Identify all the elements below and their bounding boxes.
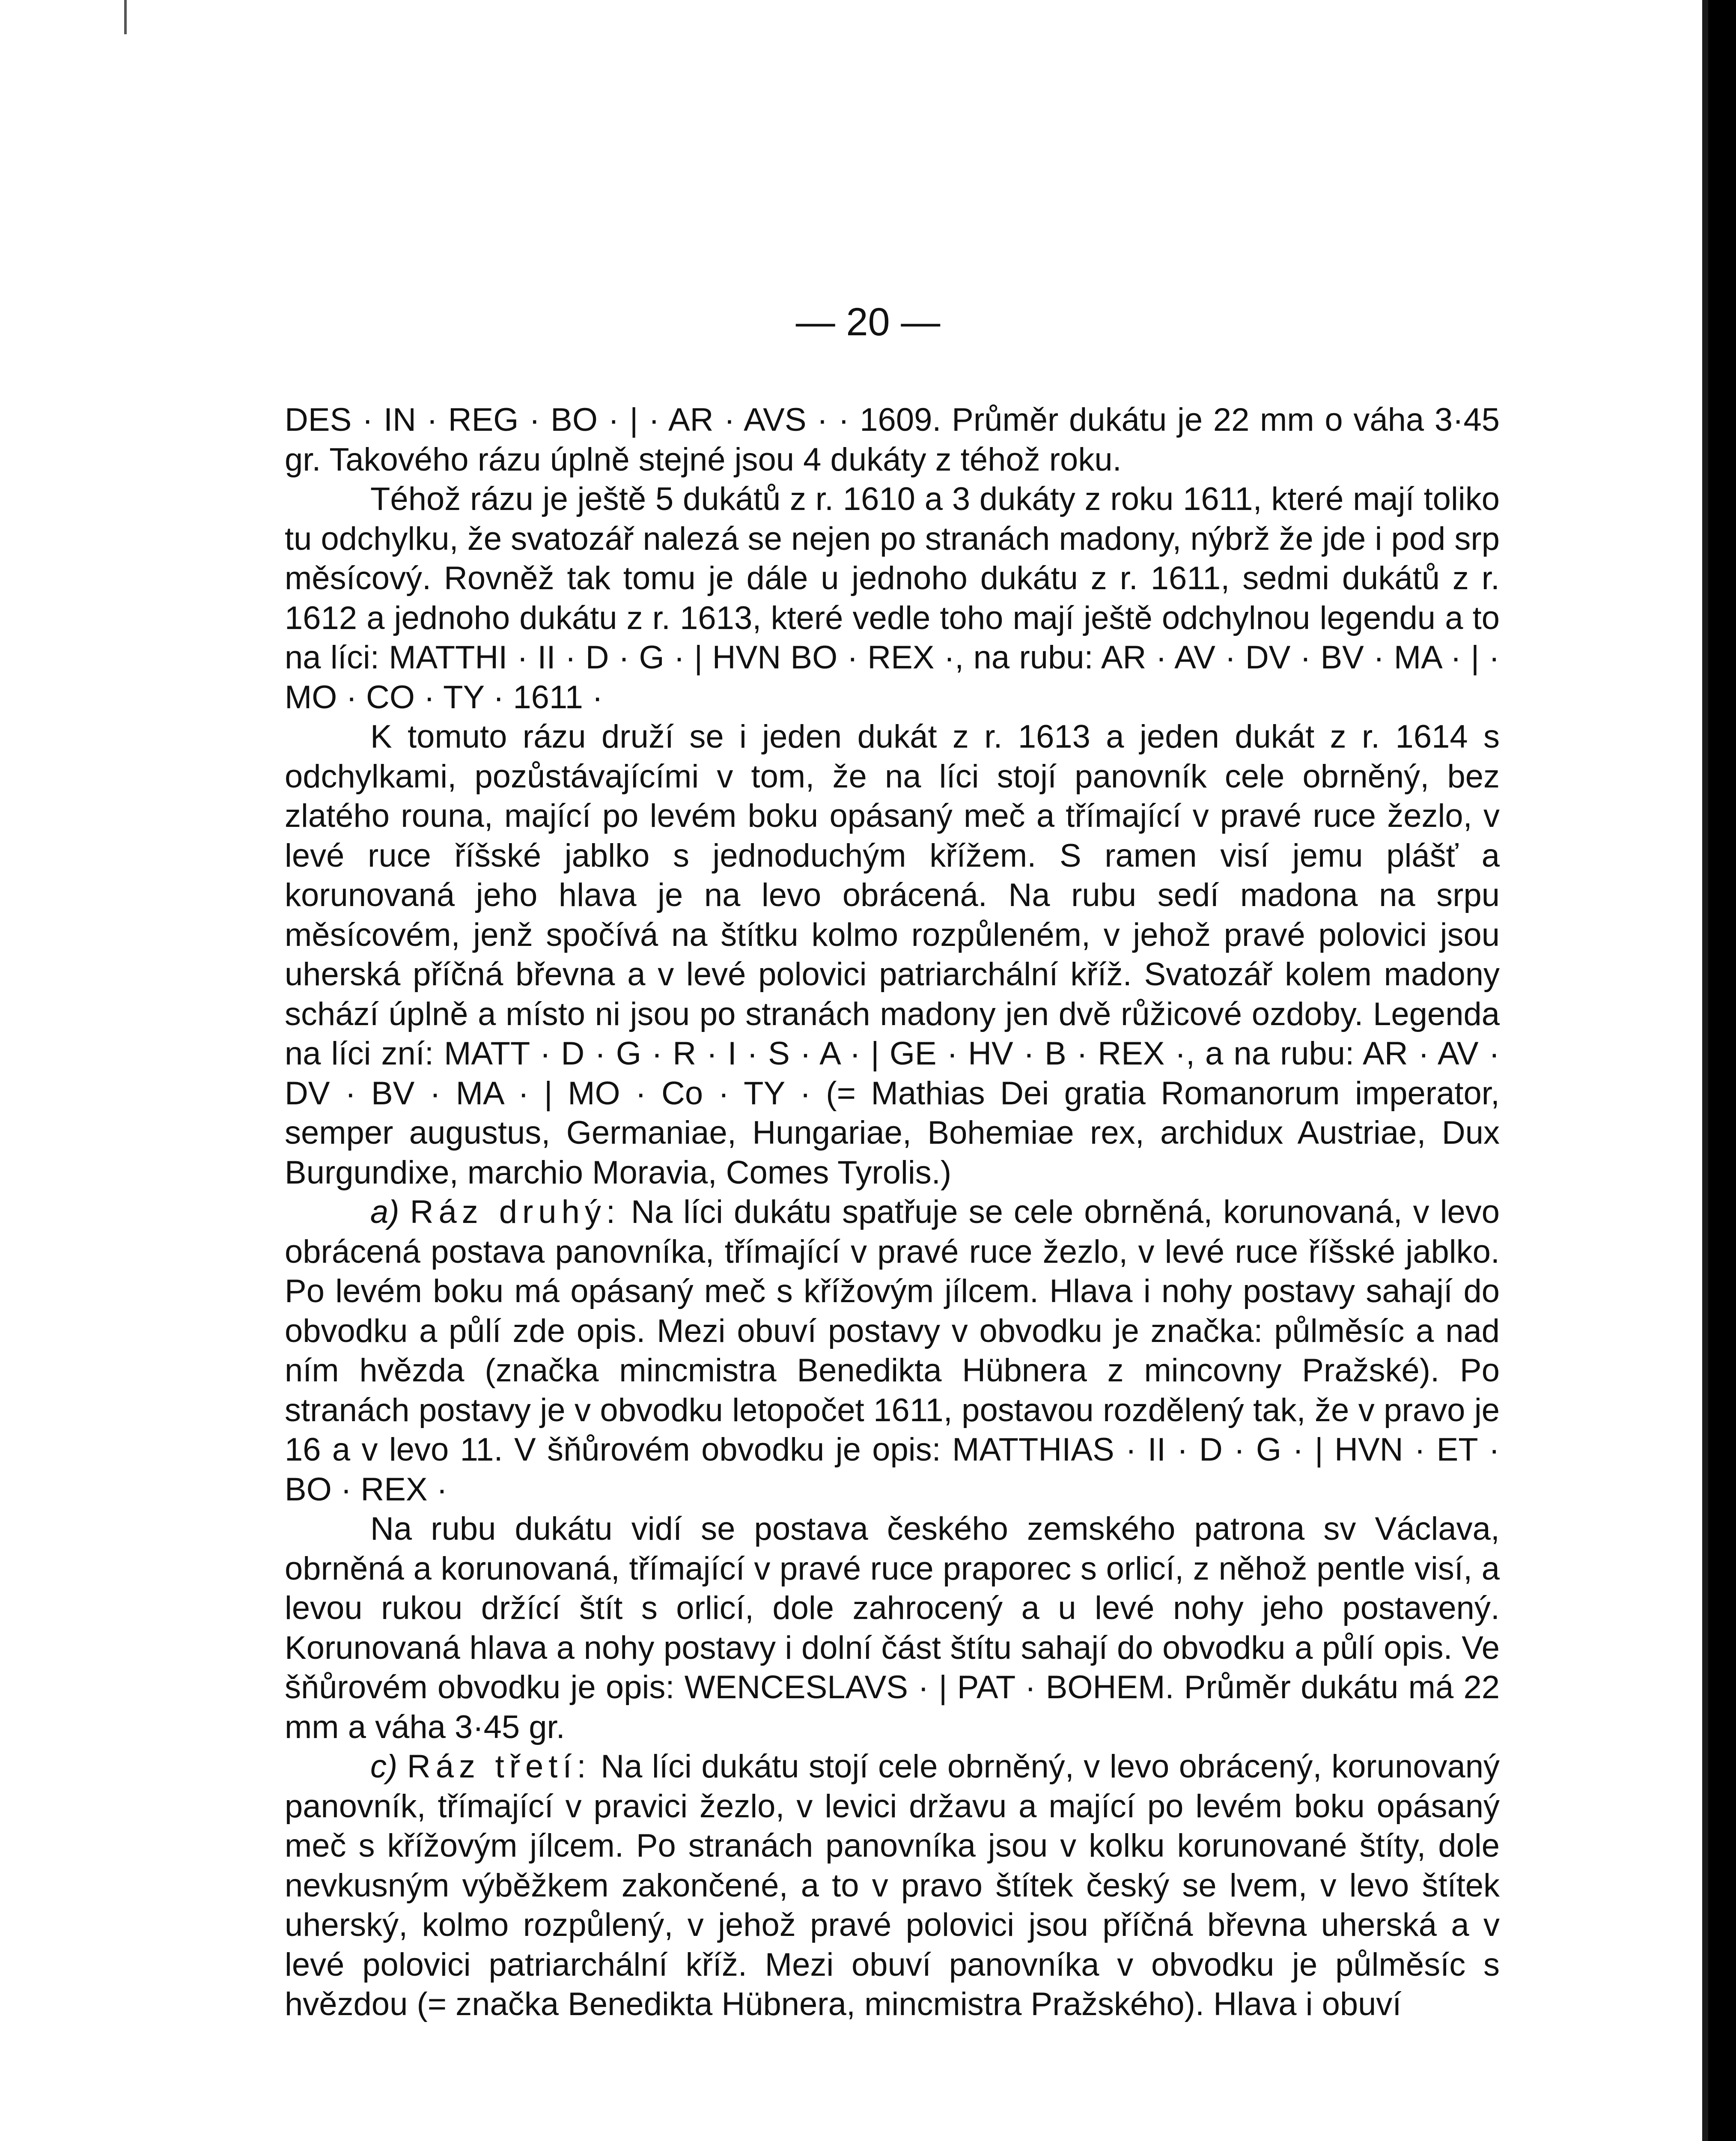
paragraph-4-text: Na líci dukátu spatřuje se cele obrněná, korunovaná, v levo obrácená postava panovníka, třímající v pravé ruce žezlo, v levé ruce říšské jablko. Po levém boku má opásaný meč s křížovým jílcem. Hlava i nohy postavy sahají do obvodku a půlí zde opis. Mezi obuví postavy v obvodku je značka: půlměsíc a nad ním hvězda (značka mincmistra Benedikta Hübnera z mincovny Pražské). Po stranách postavy je v obvodku letopočet 1611, postavou rozdělený tak, že v pravo je 16 a v levo 11. V šňůrovém obvodku je opis: MATTHIAS · II · D · G · | HVN · ET · BO · REX · bbox=[285, 1194, 1500, 1508]
paragraph-6 bbox=[285, 1747, 1500, 2025]
scan-edge-mark bbox=[124, 0, 127, 34]
paragraph-6-label: c) bbox=[370, 1748, 398, 1785]
paragraph-1: DES · IN · REG · BO · | · AR · AVS · · 1609. Průměr dukátu je 22 mm o váha 3·45 gr. Takového rázu úplně stejné jsou 4 dukáty z téhož roku. bbox=[285, 402, 1500, 478]
paragraph-3: K tomuto rázu druží se i jeden dukát z r. 1613 a jeden dukát z r. 1614 s odchylkami, pozůstávajícími v tom, že na líci stojí panovník cele obrněný, bez zlatého rouna, mající po levém boku opásaný meč a třímající v pravé ruce žezlo, v levé ruce říšské jablko s jednoduchým křížem. S ramen visí jemu plášť a korunovaná jeho hlava je na levo obrácená. Na rubu sedí madona na srpu měsícovém, jenž spočívá na štítku kolmo rozpůleném, v jehož pravé polovici jsou uherská příčná břevna a v levé polovici patriarchální kříž. Svatozář kolem madony schází úplně a místo ni jsou po stranách madony jen dvě růžicové ozdoby. Legenda na líci zní: MATT · D · G · R · I · S · A · | GE · HV · B · REX ·, a na rubu: AR · AV · DV · BV · MA · | MO · Co · TY · (= Mathias Dei gratia Romanorum imperator, semper augustus, Germaniae, Hungariae, Bohemiae rex, archidux Austriae, Dux Burgundixe, marchio Moravia, Comes Tyrolis.) bbox=[285, 719, 1500, 1191]
paragraph-4-heading: Ráz druhý: bbox=[410, 1194, 620, 1230]
paragraph-5: Na rubu dukátu vidí se postava českého zemského patrona sv Václava, obrněná a korunovaná, třímající v pravé ruce praporec s orlicí, z něhož pentle visí, a levou rukou držící štít s orlicí, dole zahrocený a u levé nohy jeho postavený. Korunovaná hlava a nohy postavy i dolní část štítu sahají do obvodku a půlí opis. Ve šňůrovém obvodku je opis: WENCESLAVS · | PAT · BOHEM. Průměr dukátu má 22 mm a váha 3·45 gr. bbox=[285, 1511, 1500, 1745]
paragraph-4-label: a) bbox=[370, 1194, 399, 1230]
page-number: — 20 — bbox=[795, 300, 941, 344]
paragraph-6-text: Na líci dukátu stojí cele obrněný, v levo obrácený, korunovaný panovník, třímající v pravici žezlo, v levici državu a mající po levém boku opásaný meč s křížovým jílcem. Po stranách panovníka jsou v kolku korunované štíty, dole nevkusným výběžkem zakončené, a to v pravo štítek český se lvem, v levo štítek uherský, kolmo rozpůlený, v jehož pravé polovici jsou příčná břevna uherská a v levé polovici patriarchální kříž. Mezi obuví panovníka v obvodku je půlměsíc s hvězdou (= značka Benedikta Hübnera, mincmistra Pražského). Hlava i obuví bbox=[285, 1748, 1500, 2022]
paragraph-2: Téhož rázu je ještě 5 dukátů z r. 1610 a 3 dukáty z roku 1611, které mají toliko tu odchylku, že svatozář nalezá se nejen po stranách madony, nýbrž že jde i pod srp měsícový. Rovněž tak tomu je dále u jednoho dukátu z r. 1611, sedmi dukátů z r. 1612 a jednoho dukátu z r. 1613, které vedle toho mají ještě odchylnou legendu a to na líci: MATTHI · II · D · G · | HVN BO · REX ·, na rubu: AR · AV · DV · BV · MA · | · MO · CO · TY · 1611 · bbox=[285, 481, 1500, 716]
paragraph-4 bbox=[285, 1193, 1500, 1509]
paragraph-6-heading: Ráz třetí: bbox=[407, 1748, 591, 1785]
body-text bbox=[285, 400, 1500, 2025]
